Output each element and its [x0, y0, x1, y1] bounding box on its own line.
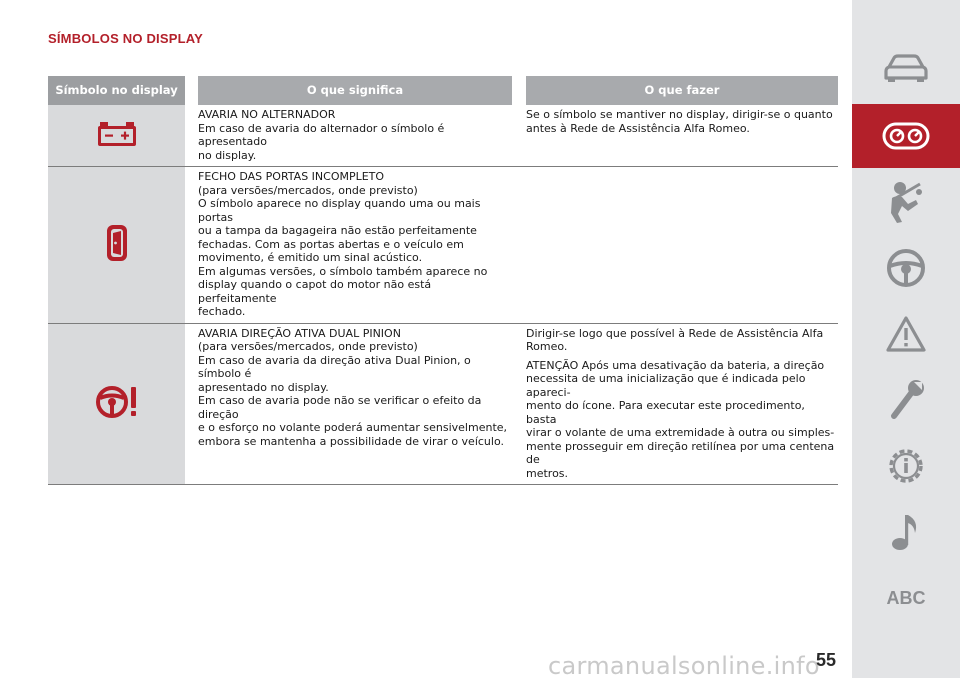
header-meaning: O que significa [198, 76, 512, 105]
seatbelt-person-icon [886, 180, 926, 224]
header-symbol: Símbolo no display [48, 76, 185, 105]
meaning-cell: AVARIA DIREÇÃO ATIVA DUAL PINION (para versões/mercados, onde previsto) Em caso de avaria da direção ativa Dual Pinion, o símbolo é apresentado no display. Em caso de avaria pode não se verificar o efeito da direção e o esforço no volante poderá aumentar sensivelmente, embora se mantenha a possibilidade de virar o veículo. [198, 323, 512, 485]
symbol-cell [48, 167, 185, 324]
meaning-cell: FECHO DAS PORTAS INCOMPLETO (para versões/mercados, onde previsto) O símbolo aparece no display quando uma ou mais portas ou a tampa da bagageira não estão perfeitamente fechadas. Com as portas abertas e o veículo em movimento, é emitido um sinal acústico. Em algumas versões, o símbolo também aparece no display quando o capot do motor não está perfeitamente fechado. [198, 167, 512, 324]
action-cell: Se o símbolo se mantiver no display, dirigir-se o quanto antes à Rede de Assistência Alfa Romeo. [526, 105, 838, 167]
steering-wheel-icon [886, 248, 926, 288]
steering-fault-icon [94, 382, 140, 422]
sidebar-item-instruments[interactable] [852, 104, 960, 168]
header-action: O que fazer [526, 76, 838, 105]
sidebar-item-multimedia[interactable] [852, 500, 960, 564]
battery-warning-icon [96, 120, 138, 148]
table-row [48, 323, 838, 485]
instrument-panel-icon [882, 122, 930, 150]
door-open-warning-icon [103, 223, 131, 263]
action-cell [526, 167, 838, 324]
sidebar-item-emergency[interactable] [852, 302, 960, 366]
symbols-table [48, 76, 838, 485]
index-abc-label: ABC [886, 587, 926, 608]
wrench-icon [886, 378, 926, 422]
sidebar-item-driving[interactable] [852, 236, 960, 300]
section-title: SÍMBOLOS NO DISPLAY [48, 31, 204, 46]
car-icon [883, 53, 929, 83]
page-number: 55 [816, 650, 837, 670]
symbol-cell [48, 105, 185, 167]
sidebar-item-maintenance[interactable] [852, 368, 960, 432]
sidebar-item-car[interactable] [852, 36, 960, 100]
info-gear-icon [885, 445, 927, 487]
meaning-cell: AVARIA NO ALTERNADOR Em caso de avaria do alternador o símbolo é apresentado no display. [198, 105, 512, 167]
sidebar-item-safety[interactable] [852, 170, 960, 234]
warning-triangle-icon [885, 315, 927, 353]
music-note-icon [889, 511, 923, 553]
symbol-cell [48, 323, 185, 485]
sidebar-item-technical-data[interactable] [852, 434, 960, 498]
table-header-row [48, 76, 838, 105]
table-row [48, 167, 838, 324]
chapter-sidebar [852, 0, 960, 678]
table-row [48, 105, 838, 167]
action-cell: Dirigir-se logo que possível à Rede de Assistência Alfa Romeo. ATENÇÃO Após uma desativação da bateria, a direção necessita de uma inicialização que é indicada pelo apareci- mento do ícone. Para executar este procedimento, basta virar o volante de uma extremidade à outra ou simples- mente prosseguir em direção retilínea por uma centena de metros. [526, 323, 838, 485]
sidebar-item-index[interactable] [852, 566, 960, 630]
watermark: carmanualsonline.info [548, 652, 820, 680]
